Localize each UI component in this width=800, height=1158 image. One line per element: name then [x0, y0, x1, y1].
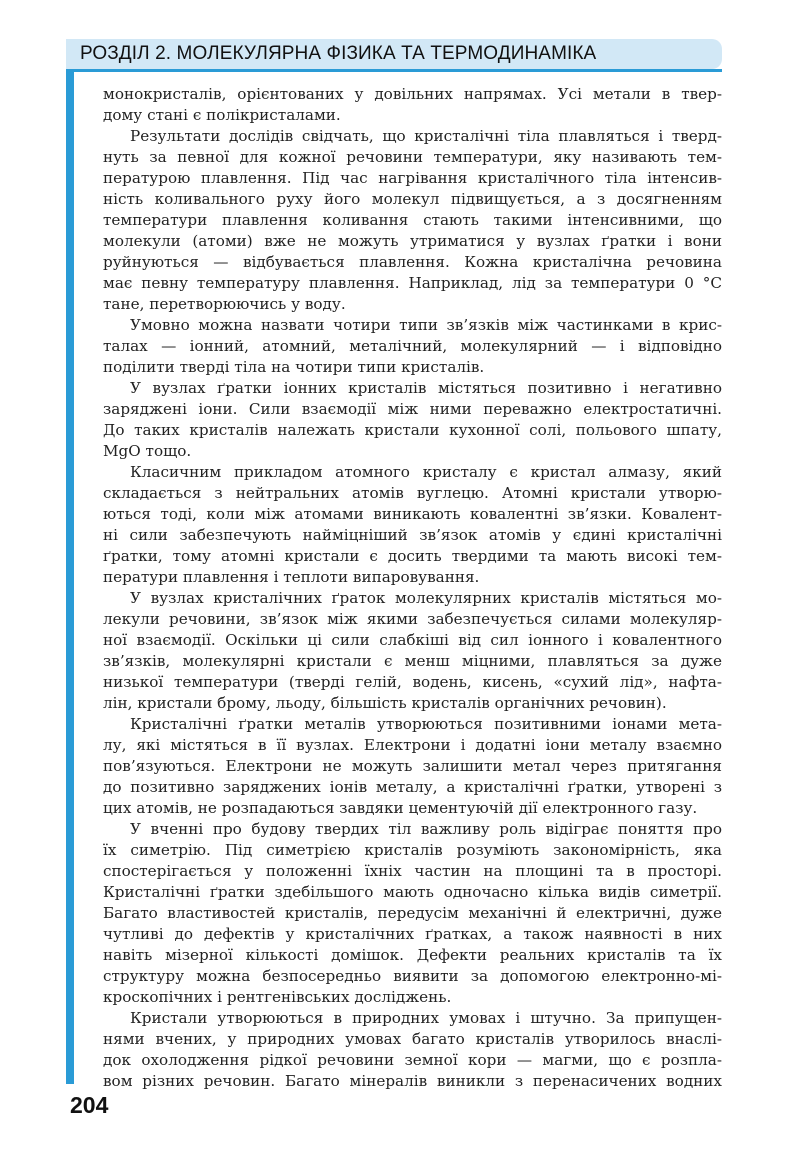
section-title: РОЗДІЛ 2. МОЛЕКУЛЯРНА ФІЗИКА ТА ТЕРМОДИНАМІКА	[80, 43, 597, 64]
text-line: Кристалічні ґратки металів утворюються позитивними іонами мета-	[130, 715, 722, 733]
text-line: Багато властивостей кристалів, передусім механічні й електричні, дуже	[103, 904, 722, 922]
header-underline	[66, 69, 722, 72]
text-line: має певну температуру плавлення. Наприклад, лід за температури 0 °C	[103, 274, 722, 292]
text-line: навіть мізерної кількості домішок. Дефекти реальних кристалів та їх	[103, 946, 722, 964]
text-line: ні сили забезпечують найміцніший зв’язок атомів у єдині кристалічні	[103, 526, 722, 544]
text-line: лін, кристали брому, льоду, більшість кристалів органічних речовин).	[103, 694, 667, 712]
text-line: У вченні про будову твердих тіл важливу роль відіграє поняття про	[130, 820, 722, 838]
page-number: 204	[70, 1092, 109, 1118]
text-line: руйнуються — відбувається плавлення. Кожна кристалічна речовина	[103, 253, 722, 271]
text-line: дому стані є полікристалами.	[103, 106, 341, 124]
text-line: талах — іонний, атомний, металічний, молекулярний — і відповідно	[103, 337, 722, 355]
text-line: ної взаємодії. Оскільки ці сили слабкіші від сил іонного і ковалентного	[103, 631, 722, 649]
text-line: Кристалічні ґратки здебільшого мають одночасно кілька видів симетрії.	[103, 883, 722, 901]
text-line: У вузлах ґратки іонних кристалів містяться позитивно і негативно	[130, 379, 722, 397]
body-text	[103, 84, 722, 1092]
text-line: Умовно можна назвати чотири типи зв’язків між частинками в крис-	[130, 316, 722, 334]
text-line: нями вчених, у природних умовах багато кристалів утворилось внаслі-	[103, 1030, 722, 1048]
text-line: пературою плавлення. Під час нагрівання кристалічного тіла інтенсив-	[103, 169, 722, 187]
text-line: До таких кристалів належать кристали кухонної солі, польового шпату,	[103, 421, 722, 439]
text-line: чутливі до дефектів у кристалічних ґратках, а також наявності в них	[103, 925, 722, 943]
text-line: їх симетрію. Під симетрією кристалів розуміють закономірність, яка	[103, 841, 722, 859]
text-line: MgO тощо.	[103, 442, 192, 460]
text-line: лекули речовини, зв’язок між якими забезпечується силами молекуляр-	[103, 610, 722, 628]
text-line: ються тоді, коли між атомами виникають ковалентні зв’язки. Ковалент-	[103, 505, 722, 523]
text-line: структуру можна безпосередньо виявити за допомогою електронно-мі-	[103, 967, 722, 985]
text-line: лу, які містяться в її вузлах. Електрони і додатні іони металу взаємно	[103, 736, 722, 754]
text-line: температури плавлення коливання стають такими інтенсивними, що	[103, 211, 722, 229]
text-line: пов’язуються. Електрони не можуть залишити метал через притягання	[103, 757, 722, 775]
text-line: У вузлах кристалічних ґраток молекулярних кристалів містяться мо-	[130, 589, 722, 607]
text-line: цих атомів, не розпадаються завдяки цементуючій дії електронного газу.	[103, 799, 698, 817]
left-margin-stripe	[66, 72, 74, 1084]
text-line: монокристалів, орієнтованих у довільних напрямах. Усі метали в твер-	[103, 85, 722, 103]
text-line: поділити тверді тіла на чотири типи кристалів.	[103, 358, 485, 376]
text-line: нуть за певної для кожної речовини температури, яку називають тем-	[103, 148, 722, 166]
text-line: ґратки, тому атомні кристали є досить твердими та мають високі тем-	[103, 547, 722, 565]
text-line: Результати дослідів свідчать, що кристалічні тіла плавляться і тверд-	[130, 127, 722, 145]
text-line: до позитивно заряджених іонів металу, а кристалічні ґратки, утворені з	[103, 778, 722, 796]
text-line: заряджені іони. Сили взаємодії між ними переважно електростатичні.	[103, 400, 722, 418]
text-line: складається з нейтральних атомів вуглецю. Атомні кристали утворю-	[103, 484, 722, 502]
text-line: ператури плавлення і теплоти випаровування.	[103, 568, 480, 586]
text-line: ність коливального руху його молекул підвищується, а з досягненням	[103, 190, 722, 208]
text-line: молекули (атоми) вже не можуть утриматися у вузлах ґратки і вони	[103, 232, 722, 250]
text-line: вом різних речовин. Багато мінералів виникли з перенасичених водних	[103, 1072, 722, 1090]
text-line: зв’язків, молекулярні кристали є менш міцними, плавляться за дуже	[103, 652, 722, 670]
text-line: Кристали утворюються в природних умовах і штучно. За припущен-	[130, 1009, 722, 1027]
text-line: спостерігається у положенні їхніх частин на площині та в просторі.	[103, 862, 722, 880]
text-line: низької температури (тверді гелій, водень, кисень, «сухий лід», нафта-	[103, 673, 722, 691]
text-line: док охолодження рідкої речовини земної кори — магми, що є розпла-	[103, 1051, 722, 1069]
text-line: кроскопічних і рентгенівських досліджень.	[103, 988, 452, 1006]
text-line: Класичним прикладом атомного кристалу є кристал алмазу, який	[130, 463, 722, 481]
text-line: тане, перетворюючись у воду.	[103, 295, 346, 313]
